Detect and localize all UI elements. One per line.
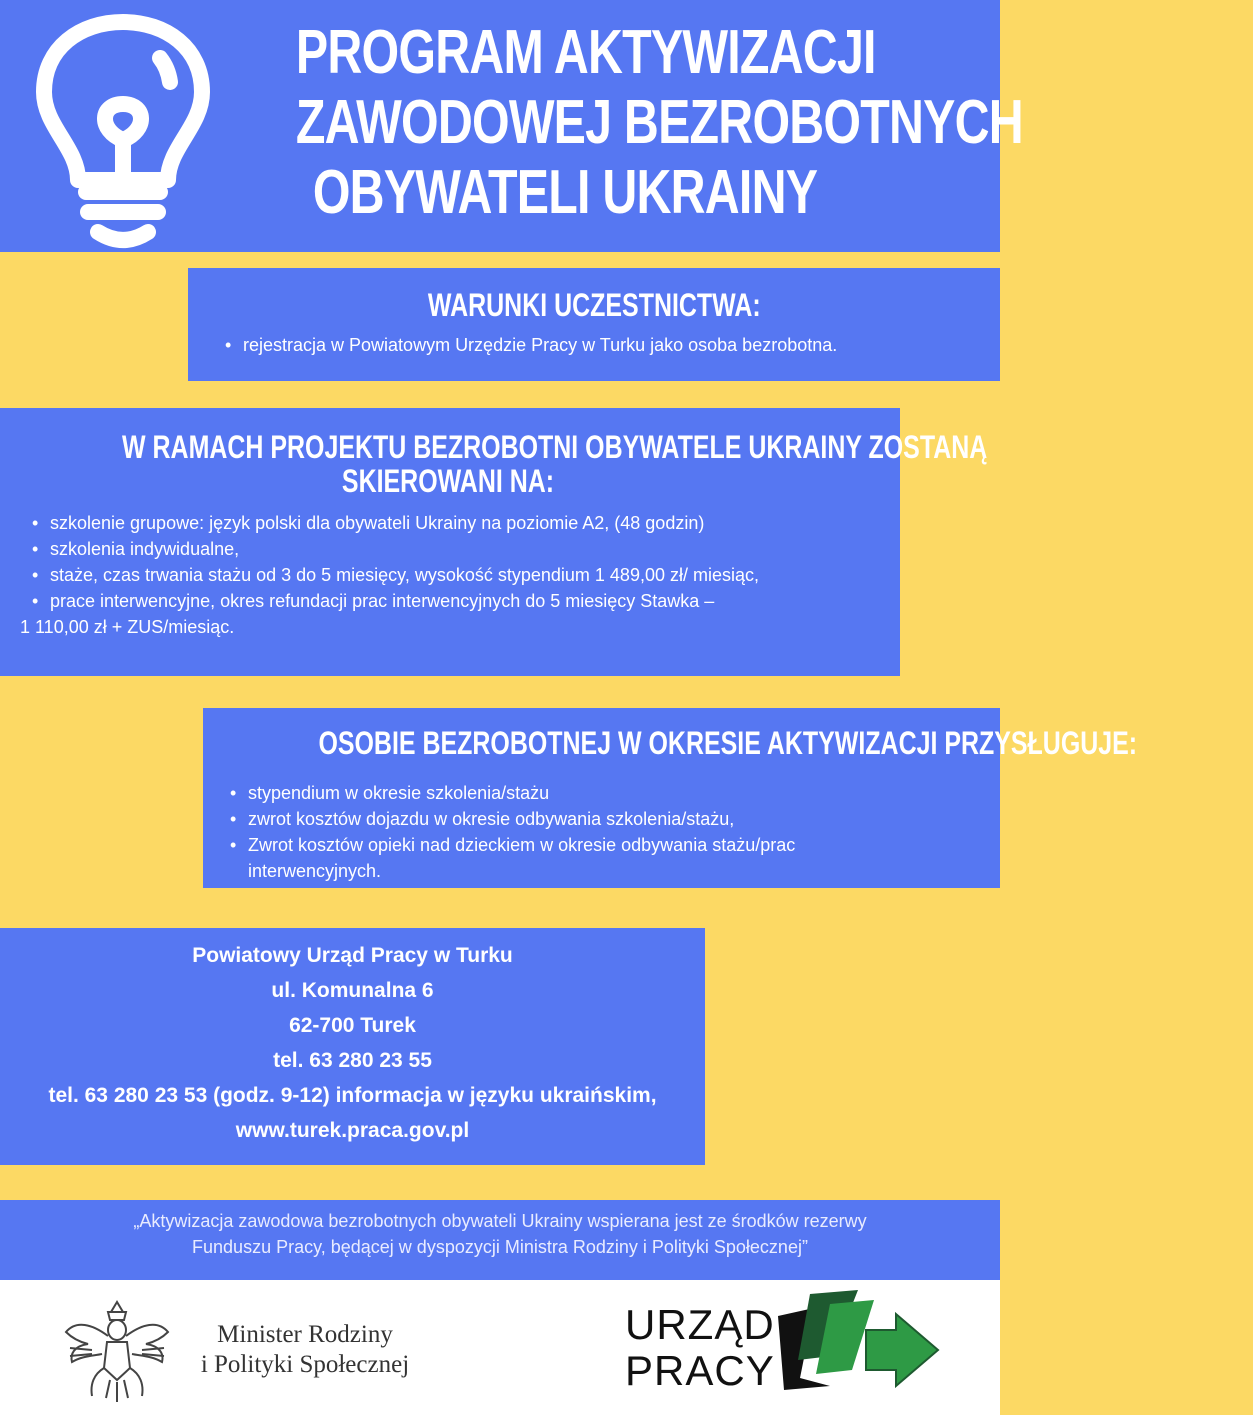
funding-quote [0,1200,1000,1280]
conditions-box [188,268,1000,381]
address-city: 62-700 Turek [289,1014,416,1037]
conditions-heading: WARUNKI UCZESTNICTWA: [427,287,761,323]
list-item: • prace interwencyjne, okres refundacji prac interwencyjnych do 5 miesięcy Stawka – [50,588,759,614]
office-name: Powiatowy Urząd Pracy w Turku [192,944,513,967]
website-link[interactable]: www.turek.praca.gov.pl [235,1119,470,1142]
polish-eagle-emblem-icon [62,1294,172,1406]
footer [0,1280,1000,1415]
phone-number-ukrainian: tel. 63 280 23 53 (godz. 9-12) informacja w języku ukraińskim, [48,1084,657,1107]
list-item: • rejestracja w Powiatowym Urzędzie Pracy w Turku jako osoba bezrobotna. [243,332,837,358]
urzad-pracy-logo-icon [770,1286,945,1406]
list-item: • Zwrot kosztów opieki nad dzieckiem w okresie odbywania stażu/prac [248,832,795,858]
title-line: PROGRAM AKTYWIZACJI [295,18,876,87]
quote-line: Funduszu Pracy, będącej w dyspozycji Ministra Rodziny i Polityki Społecznej” [192,1237,808,1257]
benefits-box [203,708,1138,888]
ministry-name: Minister Rodziny i Polityki Społecznej [200,1321,410,1378]
page-title [220,18,1023,228]
contact-box [0,928,705,1165]
list-item: • szkolenie grupowe: język polski dla obywateli Ukrainy na poziomie A2, (48 godzin) [50,510,759,536]
list-item-continuation: 1 110,00 zł + ZUS/miesiąc. [20,617,235,637]
quote-line: „Aktywizacja zawodowa bezrobotnych obywateli Ukrainy wspierana jest ze środków rezerwy [133,1211,867,1231]
phone-number: tel. 63 280 23 55 [273,1049,432,1072]
conditions-list [243,332,837,358]
benefits-list [248,780,795,858]
list-item: • szkolenia indywidualne, [50,536,759,562]
address-street: ul. Komunalna 6 [271,979,434,1002]
contact-info [0,938,705,1148]
benefits-heading: OSOBIE BEZROBOTNEJ W OKRESIE AKTYWIZACJI PRZYSŁUGUJE: [318,725,1138,761]
project-box [0,408,988,676]
list-item: • zwrot kosztów dojazdu w okresie odbywania szkolenia/stażu, [248,806,795,832]
list-item: • stypendium w okresie szkolenia/stażu [248,780,795,806]
list-item-continuation: interwencyjnych. [248,861,382,881]
project-heading: W RAMACH PROJEKTU BEZROBOTNI OBYWATELE UKRAINY ZOSTANĄ SKIEROWANI NA: [122,429,988,499]
title-line: OBYWATELI UKRAINY [312,158,818,227]
lightbulb-icon [28,8,218,256]
urzad-pracy-logo-text: URZĄD PRACY [625,1301,775,1394]
list-item: • staże, czas trwania stażu od 3 do 5 miesięcy, wysokość stypendium 1 489,00 zł/ miesiąc, [50,562,759,588]
project-list [50,510,759,614]
title-line: ZAWODOWEJ BEZROBOTNYCH [295,88,1023,157]
header-banner [0,0,1023,252]
